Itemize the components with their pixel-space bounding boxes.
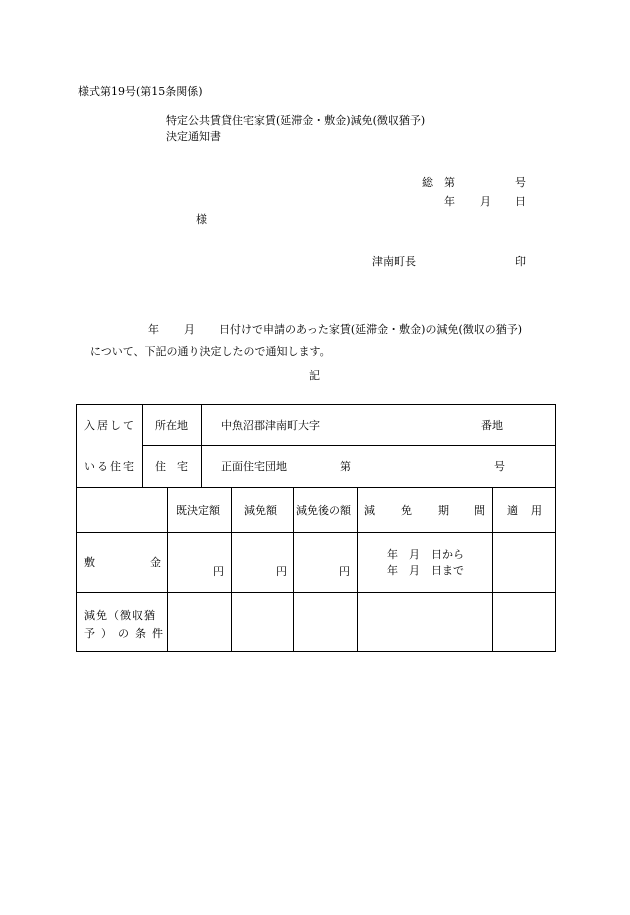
body-month: 月 (184, 323, 195, 336)
col-reduction-amount: 減免額 (244, 504, 277, 517)
conditions-label-2: 予）の条件 (84, 627, 169, 640)
location-label: 所在地 (155, 419, 188, 432)
body-year: 年 (148, 323, 159, 336)
location-suffix: 番地 (481, 419, 503, 432)
col-period-2: 免 (401, 504, 412, 517)
deposit-label-1: 敷 (84, 556, 95, 569)
col-remarks-1: 適 (507, 504, 518, 517)
addressee-suffix: 様 (196, 213, 207, 226)
document-title-line2: 決定通知書 (166, 130, 221, 143)
house-mid: 第 (340, 460, 351, 473)
date-day: 日 (515, 195, 526, 208)
deposit-label-2: 金 (150, 556, 161, 569)
issuer-name: 津南町長 (372, 255, 416, 268)
body-line2-text: について、下記の通り決定したので通知します。 (90, 345, 331, 358)
ref-number-prefix: 総 第 (422, 176, 455, 189)
col-period-4: 間 (474, 504, 485, 517)
body-line1-text: 日付けで申請のあった家賃(延滞金・敷金)の減免(徴収の猶予) (219, 323, 523, 336)
form-number: 様式第19号(第15条関係) (78, 85, 203, 98)
house-suffix: 号 (494, 460, 505, 473)
col-decided-amount: 既決定額 (176, 504, 220, 517)
residence-label-top: 入居して (84, 419, 136, 432)
document-title-line1: 特定公共賃貸住宅家賃(延滞金・敷金)減免(徴収猶予) (166, 114, 426, 127)
residence-label-bottom: いる住宅 (84, 460, 136, 473)
period-to: 年 月 日まで (387, 564, 464, 577)
yen-after: 円 (339, 565, 350, 578)
period-from: 年 月 日から (387, 548, 464, 561)
yen-reduction: 円 (276, 565, 287, 578)
yen-decided: 円 (213, 565, 224, 578)
house-label: 住 宅 (155, 460, 188, 473)
seal-mark: 印 (515, 255, 526, 268)
ref-number-suffix: 号 (515, 176, 526, 189)
house-value: 正面住宅団地 (221, 460, 287, 473)
date-year: 年 (444, 195, 455, 208)
location-value: 中魚沼郡津南町大字 (221, 419, 320, 432)
date-month: 月 (480, 195, 491, 208)
col-period-1: 減 (364, 504, 375, 517)
col-period-3: 期 (438, 504, 449, 517)
col-after-amount: 減免後の額 (296, 504, 351, 517)
col-remarks-2: 用 (531, 504, 542, 517)
ki-heading: 記 (309, 369, 320, 382)
conditions-label-1: 減免（徴収猶 (84, 609, 156, 622)
